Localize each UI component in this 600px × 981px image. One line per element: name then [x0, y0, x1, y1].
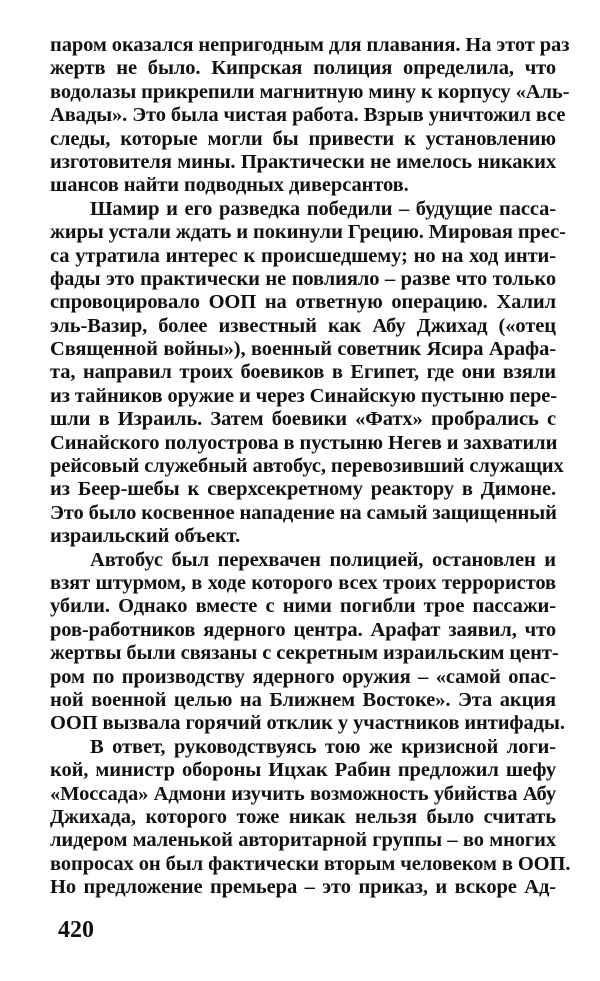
text-line: Синайского полуострова в пустыню Негев и захватили — [50, 431, 558, 454]
text-line: кой, министр обороны Ицхак Рабин предложил шефу — [50, 759, 556, 782]
text-line: Авады». Это была чистая работа. Взрыв уничтожил все — [50, 104, 566, 127]
text-line: жертв не было. Кипрская полиция определила, что — [50, 57, 556, 80]
text-line: ООП вызвала горячий отклик у участников интифады. — [50, 712, 565, 735]
text-line: жиры устали ждать и покинули Грецию. Мировая прес- — [50, 221, 566, 244]
text-line: та, направил троих боевиков в Египет, где они взяли — [50, 361, 556, 384]
text-line: вопросах он был фактически вторым человеком в ООП. — [50, 852, 571, 875]
paragraph — [50, 34, 570, 198]
paragraph — [50, 197, 566, 549]
text-line: «Моссада» Адмони изучить возможность убийства Абу — [50, 782, 556, 805]
text-line: паром оказался непригодным для плавания. На этот раз — [50, 34, 570, 56]
text-line: Но предложение премьера – это приказ, и вскоре Ад- — [50, 876, 556, 899]
page-body-text — [50, 34, 571, 899]
text-line: ной военной целью на Ближнем Востоке». Эта акция — [50, 688, 556, 711]
paragraph — [50, 548, 565, 736]
text-line: шансов найти подводных диверсантов. — [50, 174, 409, 197]
text-line: Автобус был перехвачен полицией, остановлен и — [90, 548, 556, 571]
text-line: из тайников оружие и через Синайскую пустыню пере- — [50, 384, 557, 407]
text-line: ров-работников ядерного центра. Арафат заявил, что — [50, 618, 556, 641]
text-line: взят штурмом, в ходе которого всех троих террористов — [50, 571, 556, 594]
text-line: фады это практически не повлияло – разве что только — [50, 267, 556, 290]
text-line: Джихада, которого тоже никак нельзя было считать — [50, 805, 556, 828]
text-line: эль-Вазир, более известный как Абу Джихад («отец — [50, 314, 556, 337]
page-number: 420 — [58, 917, 94, 943]
text-line: жертвы были связаны с секретным израильским цент- — [50, 642, 559, 665]
text-line: Священной войны»), военный советник Ясира Арафа- — [50, 338, 556, 361]
paragraph — [50, 735, 571, 900]
text-line: са утратила интерес к происшедшему; но на ход инти- — [50, 244, 556, 267]
text-line: ром по производству ядерного оружия – «самой опас- — [50, 665, 556, 688]
text-line: рейсовый служебный автобус, перевозивший служащих — [50, 455, 564, 478]
text-line: спровоцировало ООП на ответную операцию. Халил — [50, 291, 556, 314]
text-line: лидером маленькой авторитарной группы – во многих — [50, 829, 556, 852]
text-line: Шамир и его разведка победили – будущие пасса- — [90, 197, 556, 220]
text-line: израильский объект. — [50, 525, 241, 548]
text-line: шли в Израиль. Затем боевики «Фатх» пробрались с — [50, 408, 556, 431]
text-line: В ответ, руководствуясь тою же кризисной логи- — [90, 735, 556, 758]
text-line: следы, которые могли бы привести к установлению — [50, 127, 556, 150]
text-line: из Беер-шебы к сверхсекретному реактору в Димоне. — [50, 478, 556, 501]
text-line: убили. Однако вместе с ними погибли трое пассажи- — [50, 595, 556, 618]
text-line: Это было косвенное нападение на самый защищенный — [50, 501, 557, 524]
text-line: изготовителя мины. Практически не имелось никаких — [50, 150, 556, 173]
text-line: водолазы прикрепили магнитную мину к корпусу «Аль- — [50, 80, 570, 103]
